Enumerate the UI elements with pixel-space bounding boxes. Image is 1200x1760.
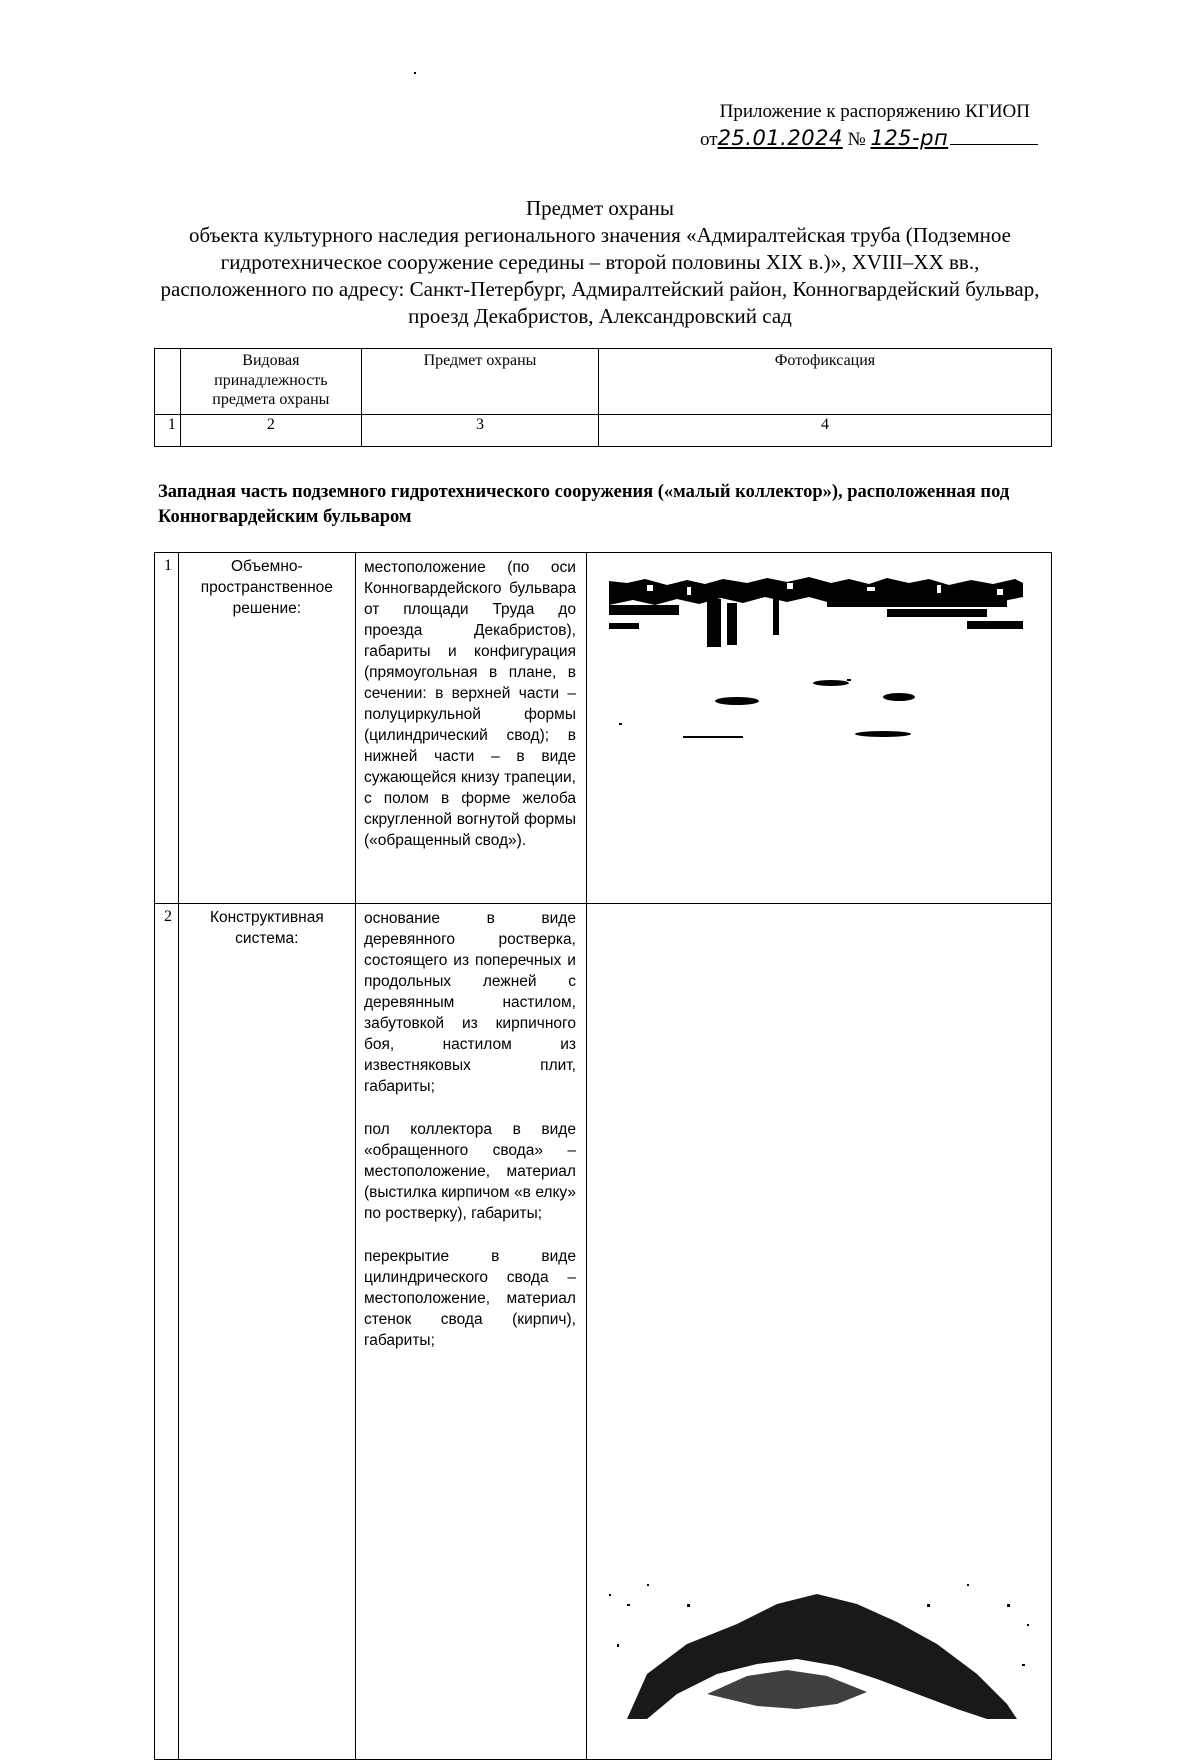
header-num2: 2 [180,415,361,447]
header-col-subject: Предмет охраны [362,349,599,415]
description-paragraph: пол коллектора в виде «обращенного свода» – местоположение, материал (выстилка кирпичом «в елку» по ростверку), габариты; [363,1120,576,1222]
row-number: 2 [155,903,179,1760]
header-col-photo: Фотофиксация [598,349,1051,415]
header-col-kind: Видовая принадлежность предмета охраны [180,349,361,415]
header-num4: 4 [598,415,1051,447]
photo-boulevard [587,553,1051,897]
order-date: 25.01.2024 [717,126,843,150]
header-num1: 1 [155,415,181,447]
appendix-label: Приложение к распоряжению КГИОП [719,101,1030,122]
table-row [155,553,1052,904]
row-number: 1 [155,553,179,904]
order-reference [700,124,1030,154]
row-kind: Объемно-пространственное решение: [178,553,355,904]
title-body: объекта культурного наследия регионального значения «Адмиралтейская труба (Подземное гидротехническое сооружение середины – второй половины XIX в.)», XVIII–XX вв., расположенного по адресу: Санкт-Петербург, Адмиралтейский район, Конногвардейский бульвар, проезд Декабристов, Александровский сад [160,223,1040,328]
order-number: 125-рп [870,126,949,150]
underline-rule [950,144,1038,145]
date-prefix: от [700,129,718,150]
description-paragraph: основание в виде деревянного ростверка, состоящего из поперечных и продольных лежней с деревянным настилом, забутовкой из кирпичного боя, настилом из известняковых плит, габариты; [363,909,576,1095]
table-row [155,903,1052,1760]
description-paragraph: перекрытие в виде цилиндрического свода – местоположение, материал стенок свода (кирпич), габариты; [363,1247,576,1349]
document-title [150,195,1050,330]
section-title: Западная часть подземного гидротехнического сооружения («малый коллектор»), расположенная под Конногвардейским бульваром [158,482,1010,527]
row-description [355,553,586,904]
header-col1 [155,349,181,415]
row-description [355,903,586,1760]
protection-table [154,552,1052,1760]
number-sign: № [847,129,866,150]
header-table [154,348,1052,447]
photo-vault [587,904,1051,1754]
description-paragraph: местоположение (по оси Конногвардейского бульвара от площади Труда до проезда Декабристов), габариты и конфигурация (прямоугольная в плане, в сечении: в верхней части – полуциркульной формы (цилиндрический свод); в нижней части – в виде сужающейся книзу трапеции, с полом в форме желоба скругленной вогнутой формы («обращенный свод»). [363,559,576,849]
photo-cell [586,903,1051,1760]
scan-speck [414,72,416,74]
photo-cell [586,553,1051,904]
header-num3: 3 [362,415,599,447]
row-kind: Конструктивная система: [178,903,355,1760]
title-line1: Предмет охраны [525,196,675,220]
